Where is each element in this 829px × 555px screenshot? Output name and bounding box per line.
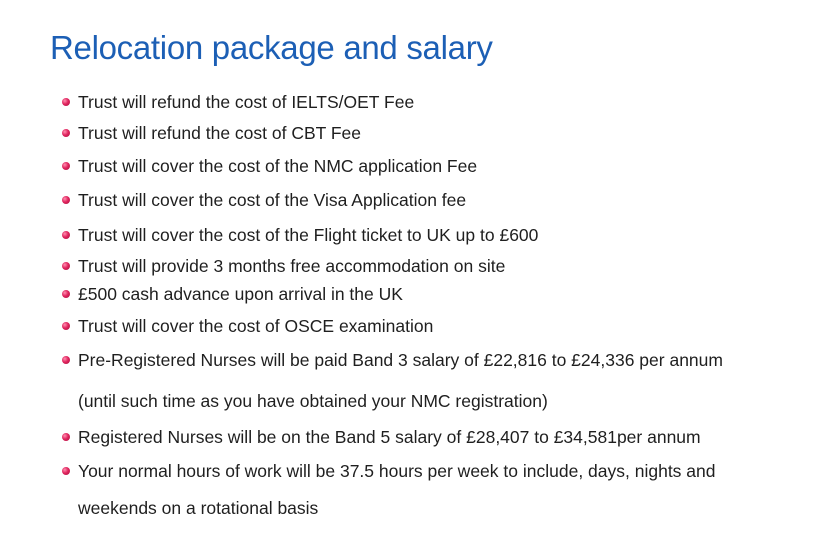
bullet-dot-icon — [62, 196, 70, 204]
list-item-text: Your normal hours of work will be 37.5 hours per week to include, days, nights and — [78, 461, 716, 481]
list-item-text: Trust will cover the cost of the Visa Application fee — [78, 190, 467, 210]
bullet-dot-icon — [62, 162, 70, 170]
list-item-continuation: weekends on a rotational basis — [78, 498, 319, 518]
bullet-dot-icon — [62, 262, 70, 270]
bullet-dot-icon — [62, 98, 70, 106]
list-item-text: Trust will provide 3 months free accommodation on site — [78, 256, 506, 276]
list-item-text: Trust will refund the cost of CBT Fee — [78, 123, 362, 143]
bullet-dot-icon — [62, 356, 70, 364]
list-item-text: £500 cash advance upon arrival in the UK — [78, 284, 403, 304]
list-item-text: Trust will cover the cost of OSCE examination — [78, 316, 434, 336]
bullet-dot-icon — [62, 290, 70, 298]
list-item-continuation: (until such time as you have obtained your NMC registration) — [78, 391, 548, 411]
list-item-text: Registered Nurses will be on the Band 5 salary of £28,407 to £34,581per annum — [78, 427, 701, 447]
bullet-dot-icon — [62, 322, 70, 330]
slide-title: Relocation package and salary — [50, 29, 493, 66]
list-item-text: Trust will refund the cost of IELTS/OET Fee — [78, 92, 415, 112]
bullet-dot-icon — [62, 129, 70, 137]
bullet-dot-icon — [62, 433, 70, 441]
bullet-dot-icon — [62, 231, 70, 239]
list-item-text: Trust will cover the cost of the NMC application Fee — [78, 156, 478, 176]
list-item-text: Trust will cover the cost of the Flight ticket to UK up to £600 — [78, 225, 539, 245]
list-item-text: Pre-Registered Nurses will be paid Band 3 salary of £22,816 to £24,336 per annum — [78, 350, 723, 370]
bullet-dot-icon — [62, 467, 70, 475]
